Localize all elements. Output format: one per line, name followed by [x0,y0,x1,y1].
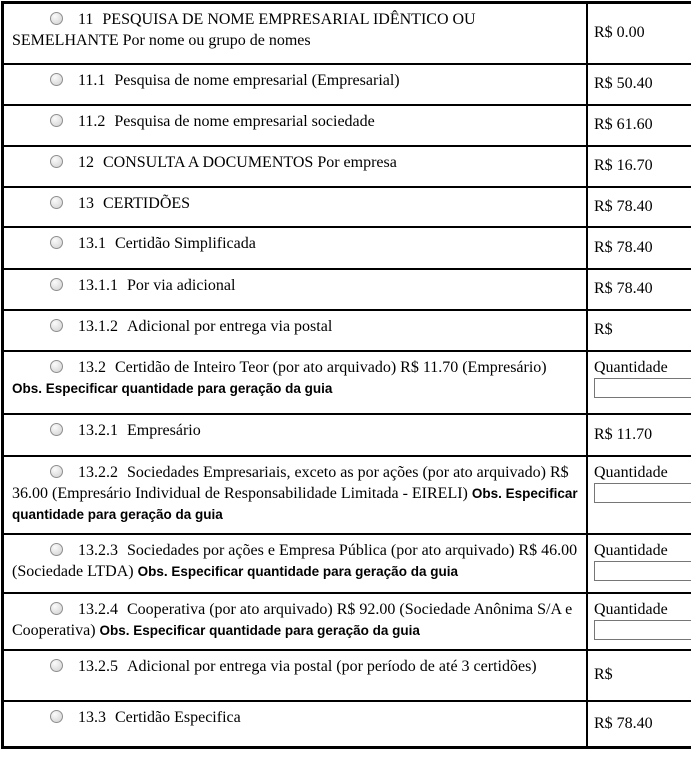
quantity-label: Quantidade [594,600,668,618]
service-description-cell [3,64,588,105]
service-text: PESQUISA DE NOME EMPRESARIAL IDÊNTICO OU SEMELHANTE Por nome ou grupo de nomes [12,11,476,49]
price-cell [587,310,691,351]
service-description-cell [3,310,588,351]
table-row [3,187,691,227]
service-text: CONSULTA A DOCUMENTOS Por empresa [103,153,397,171]
service-description-cell [3,534,588,593]
service-description-cell [3,105,588,146]
service-number: 13.2.3 [78,541,118,559]
table-row [3,64,691,105]
service-number: 13.2 [78,358,106,376]
quantity-cell [587,593,691,650]
service-number: 13.2.2 [78,463,118,481]
service-number: 13.1.2 [78,317,118,335]
fee-table [1,1,691,749]
price-cell [587,650,691,701]
table-row [3,269,691,310]
price-label: R$ 16.70 [594,157,653,174]
service-description-cell [3,3,588,64]
service-text: Certidão de Inteiro Teor (por ato arquivado) R$ 11.70 (Empresário) [115,358,547,376]
radio-button[interactable] [50,423,63,436]
service-description-cell [3,593,588,650]
price-cell [587,227,691,269]
service-text: Adicional por entrega via postal [127,317,333,335]
table-row [3,105,691,146]
service-description-cell [3,414,588,456]
service-text: Cooperativa (por ato arquivado) R$ 92.00 (Sociedade Anônima S/A e Cooperativa) [12,600,573,639]
service-obs-note: Obs. Especificar quantidade para geração da guia [137,563,458,579]
service-number: 11 [78,11,94,28]
service-obs-note: Obs. Especificar quantidade para geração da guia [12,485,578,522]
quantity-label: Quantidade [594,463,668,481]
service-description-cell [3,351,588,414]
service-text: Empresário [127,421,201,439]
radio-button[interactable] [50,278,63,291]
service-description-cell [3,701,588,748]
service-number: 12 [78,153,94,171]
service-number: 13.1.1 [78,276,118,294]
radio-button[interactable] [50,543,63,556]
service-text: Certidão Especifica [115,708,241,726]
quantity-label: Quantidade [594,541,668,559]
service-number: 11.2 [78,112,106,130]
service-text: Pesquisa de nome empresarial sociedade [114,112,375,130]
radio-button[interactable] [50,114,63,127]
service-description-cell [3,650,588,701]
service-text: CERTIDÕES [103,194,191,212]
quantity-input[interactable] [594,378,691,398]
table-row [3,414,691,456]
service-text: Sociedades Empresariais, exceto as por ações (por ato arquivado) R$ 36.00 (Empresário Individual de Responsabilidade Limitada - EIRELI) [12,463,569,502]
price-label: R$ 78.40 [594,280,653,297]
price-label: R$ [594,666,613,683]
quantity-input[interactable] [594,620,691,640]
service-number: 13.2.1 [78,421,118,439]
service-description-cell [3,187,588,227]
table-row [3,351,691,414]
service-number: 13.2.4 [78,600,118,618]
price-cell [587,146,691,187]
radio-button[interactable] [50,710,63,723]
quantity-cell [587,351,691,414]
price-label: R$ 78.40 [594,197,653,215]
service-number: 13.3 [78,708,106,726]
service-description-cell [3,456,588,534]
quantity-cell [587,456,691,534]
fee-table-body [3,3,691,748]
radio-button[interactable] [50,360,63,373]
price-label: R$ [594,321,613,338]
radio-button[interactable] [50,236,63,249]
table-row [3,456,691,534]
radio-button[interactable] [50,319,63,332]
radio-button[interactable] [50,196,63,209]
service-number: 13.1 [78,234,106,252]
price-cell [587,414,691,456]
service-description-cell [3,227,588,269]
price-label: R$ 0.00 [594,24,645,42]
service-number: 13.2.5 [78,657,118,675]
table-row [3,227,691,269]
radio-button[interactable] [50,659,63,672]
price-label: R$ 78.40 [594,238,653,256]
table-row [3,310,691,351]
radio-button[interactable] [50,155,63,168]
service-obs-note: Obs. Especificar quantidade para geração da guia [99,622,420,638]
service-number: 11.1 [78,71,106,89]
radio-button[interactable] [50,12,63,25]
table-row [3,3,691,64]
quantity-input[interactable] [594,561,691,581]
price-cell [587,269,691,310]
price-label: R$ 61.60 [594,116,653,133]
price-label: R$ 50.40 [594,75,653,92]
service-description-cell [3,269,588,310]
service-description-cell [3,146,588,187]
quantity-cell [587,534,691,593]
service-text: Sociedades por ações e Empresa Pública (por ato arquivado) R$ 46.00 (Sociedade LTDA) [12,541,578,580]
quantity-label: Quantidade [594,358,668,376]
price-cell [587,64,691,105]
service-obs-note: Obs. Especificar quantidade para geração da guia [12,380,333,396]
radio-button[interactable] [50,73,63,86]
price-cell [587,105,691,146]
table-row [3,650,691,701]
service-text: Pesquisa de nome empresarial (Empresarial) [114,71,400,89]
table-row [3,701,691,748]
price-cell [587,701,691,748]
radio-button[interactable] [50,602,63,615]
service-text: Certidão Simplificada [115,234,256,252]
table-row [3,593,691,650]
table-row [3,534,691,593]
price-label: R$ 78.40 [594,714,653,732]
service-number: 13 [78,194,94,212]
price-label: R$ 11.70 [594,425,653,443]
radio-button[interactable] [50,465,63,478]
service-text: Por via adicional [127,276,236,294]
price-cell [587,187,691,227]
price-cell [587,3,691,64]
table-row [3,146,691,187]
quantity-input[interactable] [594,483,691,503]
service-text: Adicional por entrega via postal (por período de até 3 certidões) [127,657,537,675]
